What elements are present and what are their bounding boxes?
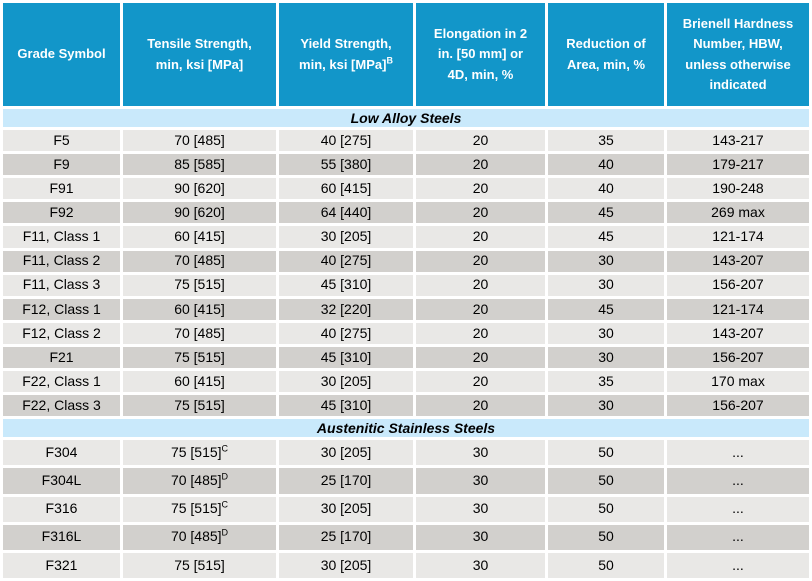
- cell-tensile: 70 $[485]^D$: [123, 525, 276, 550]
- table-header: [3, 3, 809, 106]
- cell-grade: F12, Class 2: [3, 323, 120, 344]
- cell-tensile: 75 $[515]^C$: [123, 497, 276, 522]
- cell-elongation: 20: [416, 130, 545, 151]
- cell-tensile: 85 [585]: [123, 154, 276, 175]
- cell-hardness: ...: [667, 468, 809, 493]
- table-row: [3, 323, 809, 344]
- cell-elongation: 20: [416, 226, 545, 247]
- cell-grade: F5: [3, 130, 120, 151]
- table-row: [3, 468, 809, 493]
- cell-grade: F304L: [3, 468, 120, 493]
- header-cell-yield: Yield Strength, min, ksi [MPa]$^B$: [279, 3, 413, 106]
- cell-hardness: 156-207: [667, 347, 809, 368]
- table-row: [3, 178, 809, 199]
- cell-hardness: 190-248: [667, 178, 809, 199]
- section-title: Austenitic Stainless Steels: [3, 419, 809, 437]
- table-row: [3, 347, 809, 368]
- cell-yield: 60 [415]: [279, 178, 413, 199]
- header-cell-tensile: Tensile Strength, min, ksi [MPa]: [123, 3, 276, 106]
- cell-grade: F11, Class 3: [3, 275, 120, 296]
- table-row: [3, 497, 809, 522]
- cell-grade: F92: [3, 202, 120, 223]
- section-header-row: [3, 419, 809, 437]
- cell-tensile: 70 $[485]^D$: [123, 468, 276, 493]
- cell-tensile: 70 [485]: [123, 130, 276, 151]
- cell-hardness: 269 max: [667, 202, 809, 223]
- cell-grade: F22, Class 1: [3, 371, 120, 392]
- cell-reduction: 40: [548, 154, 664, 175]
- cell-elongation: 30: [416, 497, 545, 522]
- cell-grade: F316L: [3, 525, 120, 550]
- value-footnote-D: D: [221, 471, 229, 482]
- cell-yield: 40 [275]: [279, 130, 413, 151]
- cell-grade: F11, Class 1: [3, 226, 120, 247]
- cell-reduction: 35: [548, 130, 664, 151]
- header-footnote-B: B: [386, 55, 393, 66]
- cell-grade: F91: [3, 178, 120, 199]
- cell-grade: F304: [3, 440, 120, 465]
- cell-yield: 40 [275]: [279, 251, 413, 272]
- cell-reduction: 35: [548, 371, 664, 392]
- table-row: [3, 440, 809, 465]
- cell-yield: 30 [205]: [279, 497, 413, 522]
- cell-hardness: 179-217: [667, 154, 809, 175]
- cell-reduction: 30: [548, 395, 664, 416]
- cell-yield: 25 [170]: [279, 468, 413, 493]
- cell-tensile: 75 $[515]^C$: [123, 440, 276, 465]
- header-cell-reduction: Reduction of Area, min, %: [548, 3, 664, 106]
- cell-reduction: 45: [548, 226, 664, 247]
- cell-elongation: 30: [416, 553, 545, 578]
- cell-reduction: 50: [548, 468, 664, 493]
- cell-grade: F21: [3, 347, 120, 368]
- cell-grade: F321: [3, 553, 120, 578]
- cell-elongation: 30: [416, 440, 545, 465]
- table-row: [3, 299, 809, 320]
- value-footnote-C: C: [221, 499, 229, 510]
- cell-tensile: 75 [515]: [123, 395, 276, 416]
- cell-yield: 45 [310]: [279, 275, 413, 296]
- cell-elongation: 20: [416, 251, 545, 272]
- table-row: [3, 525, 809, 550]
- cell-yield: 45 [310]: [279, 347, 413, 368]
- cell-hardness: 156-207: [667, 275, 809, 296]
- section-title: Low Alloy Steels: [3, 109, 809, 127]
- table-row: [3, 154, 809, 175]
- cell-hardness: ...: [667, 440, 809, 465]
- cell-yield: 30 [205]: [279, 226, 413, 247]
- table-row: [3, 226, 809, 247]
- cell-tensile: 60 [415]: [123, 226, 276, 247]
- cell-elongation: 30: [416, 525, 545, 550]
- cell-reduction: 40: [548, 178, 664, 199]
- cell-hardness: 170 max: [667, 371, 809, 392]
- cell-yield: 32 [220]: [279, 299, 413, 320]
- cell-reduction: 50: [548, 497, 664, 522]
- table-row: [3, 275, 809, 296]
- cell-elongation: 20: [416, 371, 545, 392]
- table-body: [3, 109, 809, 578]
- table-row: [3, 130, 809, 151]
- header-cell-grade: Grade Symbol: [3, 3, 120, 106]
- cell-hardness: 156-207: [667, 395, 809, 416]
- table-row: [3, 395, 809, 416]
- cell-elongation: 20: [416, 154, 545, 175]
- cell-elongation: 20: [416, 202, 545, 223]
- cell-reduction: 30: [548, 323, 664, 344]
- cell-grade: F12, Class 1: [3, 299, 120, 320]
- cell-tensile: 70 [485]: [123, 323, 276, 344]
- cell-reduction: 50: [548, 525, 664, 550]
- cell-tensile: 75 [515]: [123, 347, 276, 368]
- cell-elongation: 30: [416, 468, 545, 493]
- cell-reduction: 50: [548, 440, 664, 465]
- cell-tensile: 90 [620]: [123, 178, 276, 199]
- cell-tensile: 60 [415]: [123, 299, 276, 320]
- cell-yield: 55 [380]: [279, 154, 413, 175]
- cell-tensile: 90 [620]: [123, 202, 276, 223]
- cell-yield: 30 [205]: [279, 371, 413, 392]
- cell-hardness: ...: [667, 525, 809, 550]
- cell-yield: 40 [275]: [279, 323, 413, 344]
- cell-reduction: 50: [548, 553, 664, 578]
- cell-elongation: 20: [416, 395, 545, 416]
- header-cell-elongation: Elongation in 2 in. [50 mm] or 4D, min, %: [416, 3, 545, 106]
- cell-hardness: 143-217: [667, 130, 809, 151]
- cell-grade: F22, Class 3: [3, 395, 120, 416]
- cell-elongation: 20: [416, 178, 545, 199]
- cell-elongation: 20: [416, 299, 545, 320]
- table-header-row: [3, 3, 809, 106]
- cell-yield: 64 [440]: [279, 202, 413, 223]
- cell-elongation: 20: [416, 347, 545, 368]
- cell-grade: F9: [3, 154, 120, 175]
- cell-elongation: 20: [416, 323, 545, 344]
- section-header-row: [3, 109, 809, 127]
- table-row: [3, 371, 809, 392]
- cell-yield: 30 [205]: [279, 440, 413, 465]
- cell-reduction: 45: [548, 202, 664, 223]
- cell-tensile: 70 [485]: [123, 251, 276, 272]
- cell-hardness: 121-174: [667, 299, 809, 320]
- table-row: [3, 202, 809, 223]
- cell-tensile: 75 [515]: [123, 553, 276, 578]
- cell-hardness: ...: [667, 497, 809, 522]
- cell-elongation: 20: [416, 275, 545, 296]
- cell-grade: F316: [3, 497, 120, 522]
- cell-hardness: ...: [667, 553, 809, 578]
- cell-hardness: 121-174: [667, 226, 809, 247]
- value-footnote-D: D: [221, 527, 229, 538]
- cell-hardness: 143-207: [667, 251, 809, 272]
- cell-reduction: 30: [548, 251, 664, 272]
- cell-reduction: 45: [548, 299, 664, 320]
- cell-yield: 45 [310]: [279, 395, 413, 416]
- cell-reduction: 30: [548, 347, 664, 368]
- value-footnote-C: C: [221, 443, 229, 454]
- cell-tensile: 75 [515]: [123, 275, 276, 296]
- cell-yield: 25 [170]: [279, 525, 413, 550]
- table-row: [3, 553, 809, 578]
- cell-grade: F11, Class 2: [3, 251, 120, 272]
- cell-hardness: 143-207: [667, 323, 809, 344]
- table-row: [3, 251, 809, 272]
- cell-yield: 30 [205]: [279, 553, 413, 578]
- cell-tensile: 60 [415]: [123, 371, 276, 392]
- cell-reduction: 30: [548, 275, 664, 296]
- header-cell-hardness: Brienell Hardness Number, HBW, unless otherwise indicated: [667, 3, 809, 106]
